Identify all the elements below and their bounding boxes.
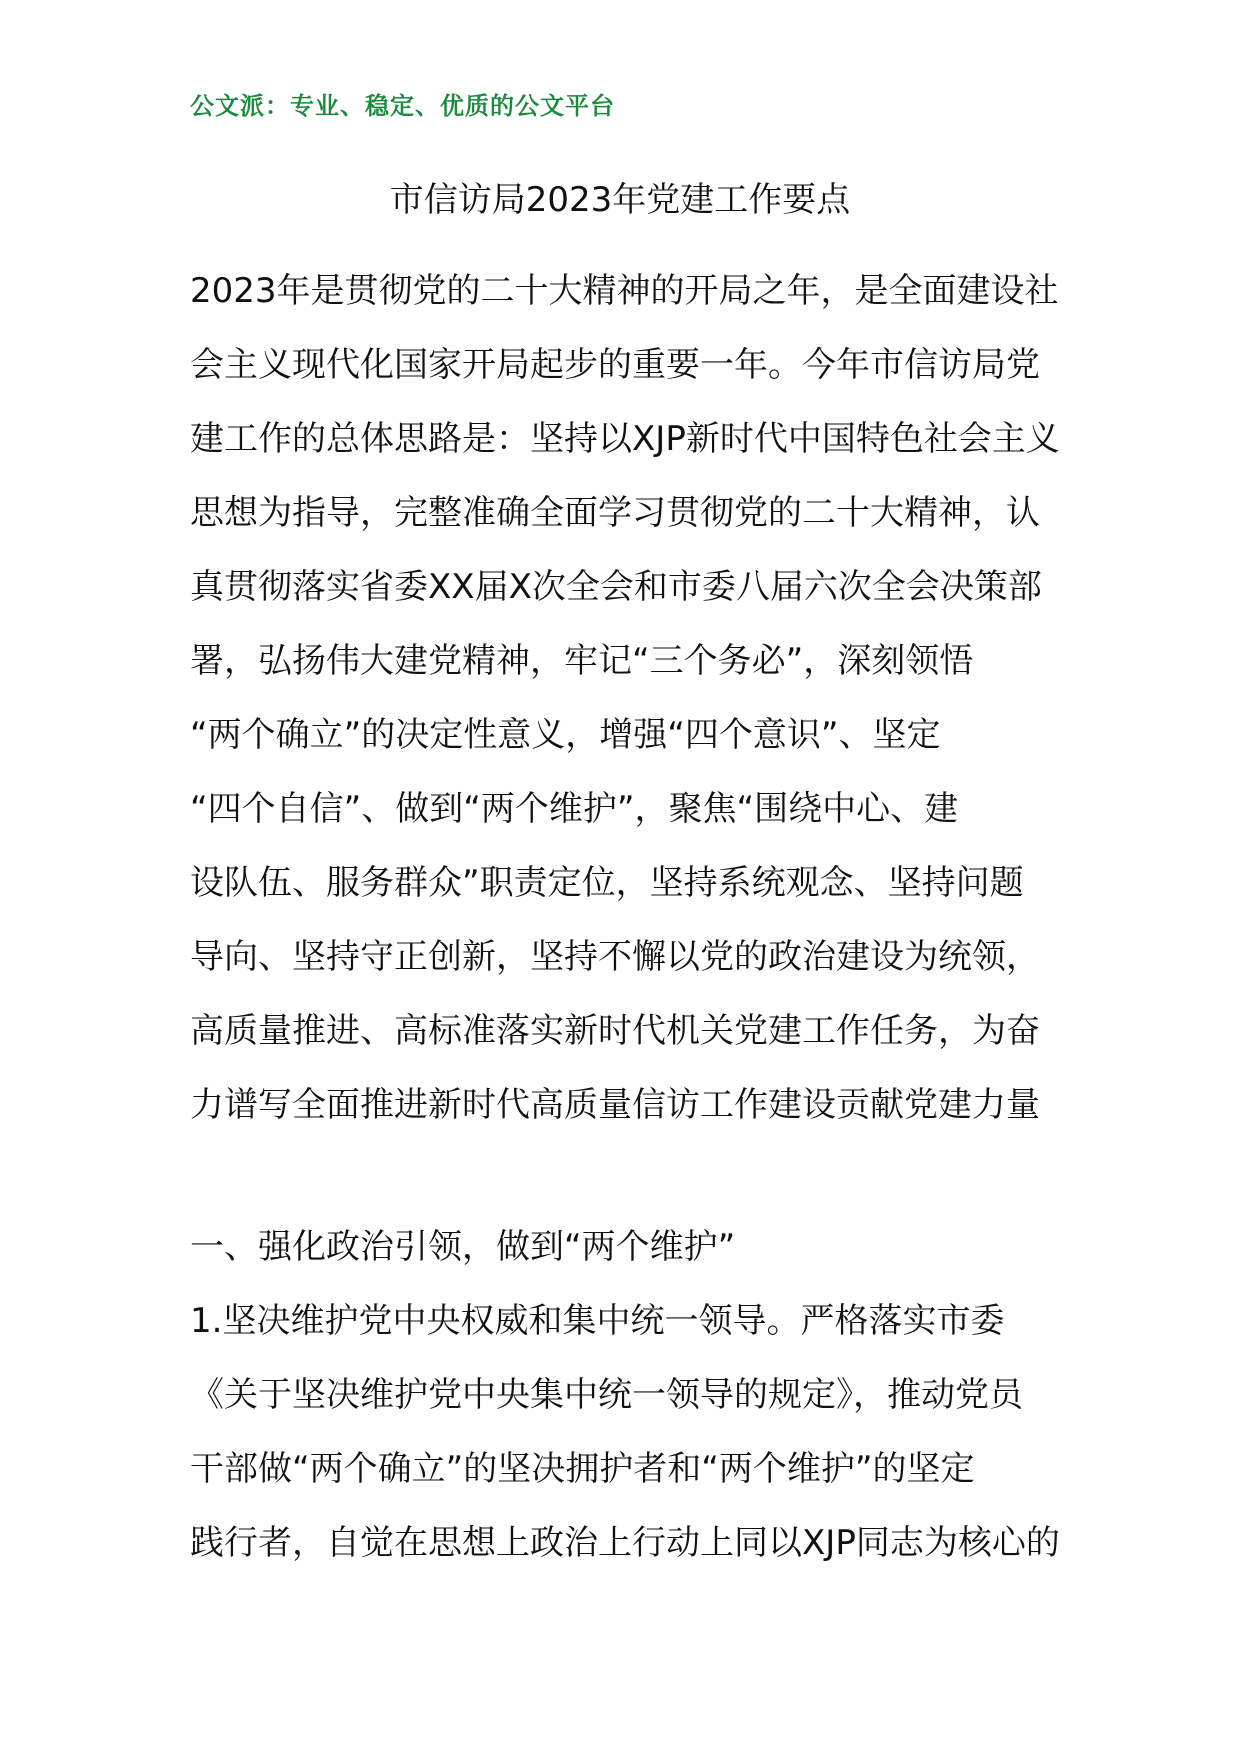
section-heading-text: 一、强化政治引领，做到“两个维护” xyxy=(190,1227,736,1267)
paragraph-line: 《关于坚决维护党中央集中统一领导的规定》，推动党员 xyxy=(190,1375,1023,1415)
paragraph-line: 署，弘扬伟大建党精神，牢记“三个务必”，深刻领悟 xyxy=(190,641,974,681)
document-title: 市信访局2023年党建工作要点 xyxy=(389,180,851,220)
paragraph-line: 1.坚决维护党中央权威和集中统一领导。严格落实市委 xyxy=(190,1301,1005,1341)
paragraph-line: 真贯彻落实省委XX届X次全会和市委八届六次全会决策部 xyxy=(190,567,1042,607)
paragraph-line: 力谱写全面推进新时代高质量信访工作建设贡献党建力量 xyxy=(190,1085,1040,1125)
intro-paragraph xyxy=(190,254,1060,1142)
item-1-paragraph xyxy=(190,1284,1060,1580)
section-heading xyxy=(190,1210,1060,1284)
paragraph-line: 建工作的总体思路是：坚持以XJP新时代中国特色社会主义 xyxy=(190,419,1060,459)
paragraph-line: 会主义现代化国家开局起步的重要一年。今年市信访局党 xyxy=(190,345,1040,385)
paragraph-line: “两个确立”的决定性意义，增强“四个意识”、坚定 xyxy=(190,715,941,755)
paragraph-line: 设队伍、服务群众”职责定位，坚持系统观念、坚持问题 xyxy=(190,863,1024,903)
paragraph-line: 导向、坚持守正创新，坚持不懈以党的政治建设为统领， xyxy=(190,937,1040,977)
paragraph-line: 2023年是贯彻党的二十大精神的开局之年，是全面建设社 xyxy=(190,271,1059,311)
paragraph-line: “四个自信”、做到“两个维护”，聚焦“围绕中心、建 xyxy=(190,789,959,829)
header-banner: 公文派：专业、稳定、优质的公文平台 xyxy=(190,92,615,120)
paragraph-line: 践行者，自觉在思想上政治上行动上同以XJP同志为核心的 xyxy=(190,1523,1060,1563)
paragraph-line: 思想为指导，完整准确全面学习贯彻党的二十大精神，认 xyxy=(190,493,1040,533)
paragraph-line: 高质量推进、高标准落实新时代机关党建工作任务，为奋 xyxy=(190,1011,1040,1051)
paragraph-line: 干部做“两个确立”的坚决拥护者和“两个维护”的坚定 xyxy=(190,1449,975,1489)
